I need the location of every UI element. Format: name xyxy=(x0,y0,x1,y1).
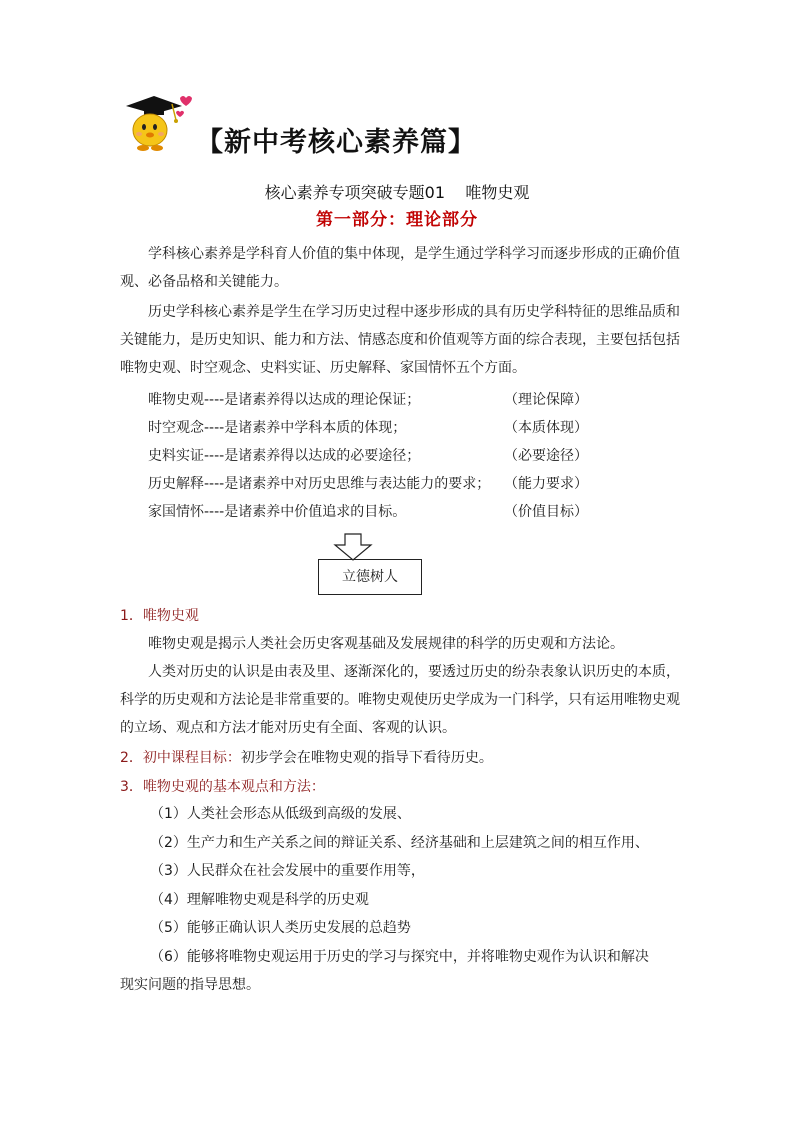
list-item: （1）人类社会形态从低级到高级的发展、 xyxy=(150,806,411,822)
literacy-row xyxy=(148,442,648,470)
section-3-heading: 3．唯物史观的基本观点和方法： xyxy=(120,779,325,795)
literacy-row xyxy=(148,470,648,498)
section-2-heading: 2．初中课程目标： xyxy=(120,750,241,766)
graduate-chick-icon xyxy=(120,92,196,156)
intro-paragraph-1: 学科核心素养是学科育人价值的集中体现，是学生通过学科学习而逐步形成的正确价值观、必备品格和关键能力。 xyxy=(120,246,680,290)
literacy-row xyxy=(148,414,648,442)
list-item-continuation: 现实问题的指导思想。 xyxy=(120,977,260,993)
literacy-tag: （理论保障） xyxy=(504,392,588,408)
literacy-tag: （能力要求） xyxy=(504,476,588,492)
down-arrow-icon xyxy=(333,533,373,561)
literacy-description: 唯物史观----是诸素养得以达成的理论保证； xyxy=(148,392,421,408)
list-item: （4）理解唯物史观是科学的历史观 xyxy=(150,891,369,908)
literacy-row xyxy=(148,386,648,414)
document-subtitle: 核心素养专项突破专题01 唯物史观 xyxy=(264,183,530,202)
list-item: （5）能够正确认识人类历史发展的总趋势 xyxy=(150,920,411,936)
literacy-description: 历史解释----是诸素养中对历史思维与表达能力的要求； xyxy=(148,476,491,492)
list-item: （2）生产力和生产关系之间的辩证关系、经济基础和上层建筑之间的相互作用、 xyxy=(150,834,649,851)
literacy-list xyxy=(148,386,648,526)
section-2-text: 初步学会在唯物史观的指导下看待历史。 xyxy=(240,750,493,766)
section-1-paragraph-1: 唯物史观是揭示人类社会历史客观基础及发展规律的科学的历史观和方法论。 xyxy=(148,636,624,652)
section-2 xyxy=(120,744,493,772)
section-1-body xyxy=(120,630,680,742)
section-1-paragraph-2: 人类对历史的认识是由表及里、逐渐深化的，要透过历史的纷杂表象认识历史的本质，科学的历史观和方法论是非常重要的。唯物史观使历史学成为一门科学，只有运用唯物史观的立场、观点和方法才能对历史有全面、客观的认识。 xyxy=(120,664,680,736)
literacy-row xyxy=(148,498,648,526)
literacy-tag: （必要途径） xyxy=(504,448,588,464)
section-3-items xyxy=(150,800,680,971)
intro-block xyxy=(120,240,680,382)
literacy-tag: （本质体现） xyxy=(504,420,588,436)
goal-box: 立德树人 xyxy=(318,559,422,595)
literacy-description: 史料实证----是诸素养得以达成的必要途径； xyxy=(148,448,421,464)
intro-paragraph-2: 历史学科核心素养是学生在学习历史过程中逐步形成的具有历史学科特征的思维品质和关键能力，是历史知识、能力和方法、情感态度和价值观等方面的综合表现，主要包括包括唯物史观、时空观念、史料实证、历史解释、家国情怀五个方面。 xyxy=(120,304,680,376)
list-item: （6）能够将唯物史观运用于历史的学习与探究中，并将唯物史观作为认识和解决 xyxy=(150,948,649,965)
literacy-tag: （价值目标） xyxy=(504,504,588,520)
part-title: 第一部分：理论部分 xyxy=(316,210,478,230)
literacy-description: 时空观念----是诸素养中学科本质的体现； xyxy=(148,420,407,436)
banner-title: 【新中考核心素养篇】 xyxy=(196,127,476,158)
list-item: （3）人民群众在社会发展中的重要作用等， xyxy=(150,863,425,879)
literacy-description: 家国情怀----是诸素养中价值追求的目标。 xyxy=(148,504,407,520)
section-1-heading: 1．唯物史观 xyxy=(120,608,199,624)
